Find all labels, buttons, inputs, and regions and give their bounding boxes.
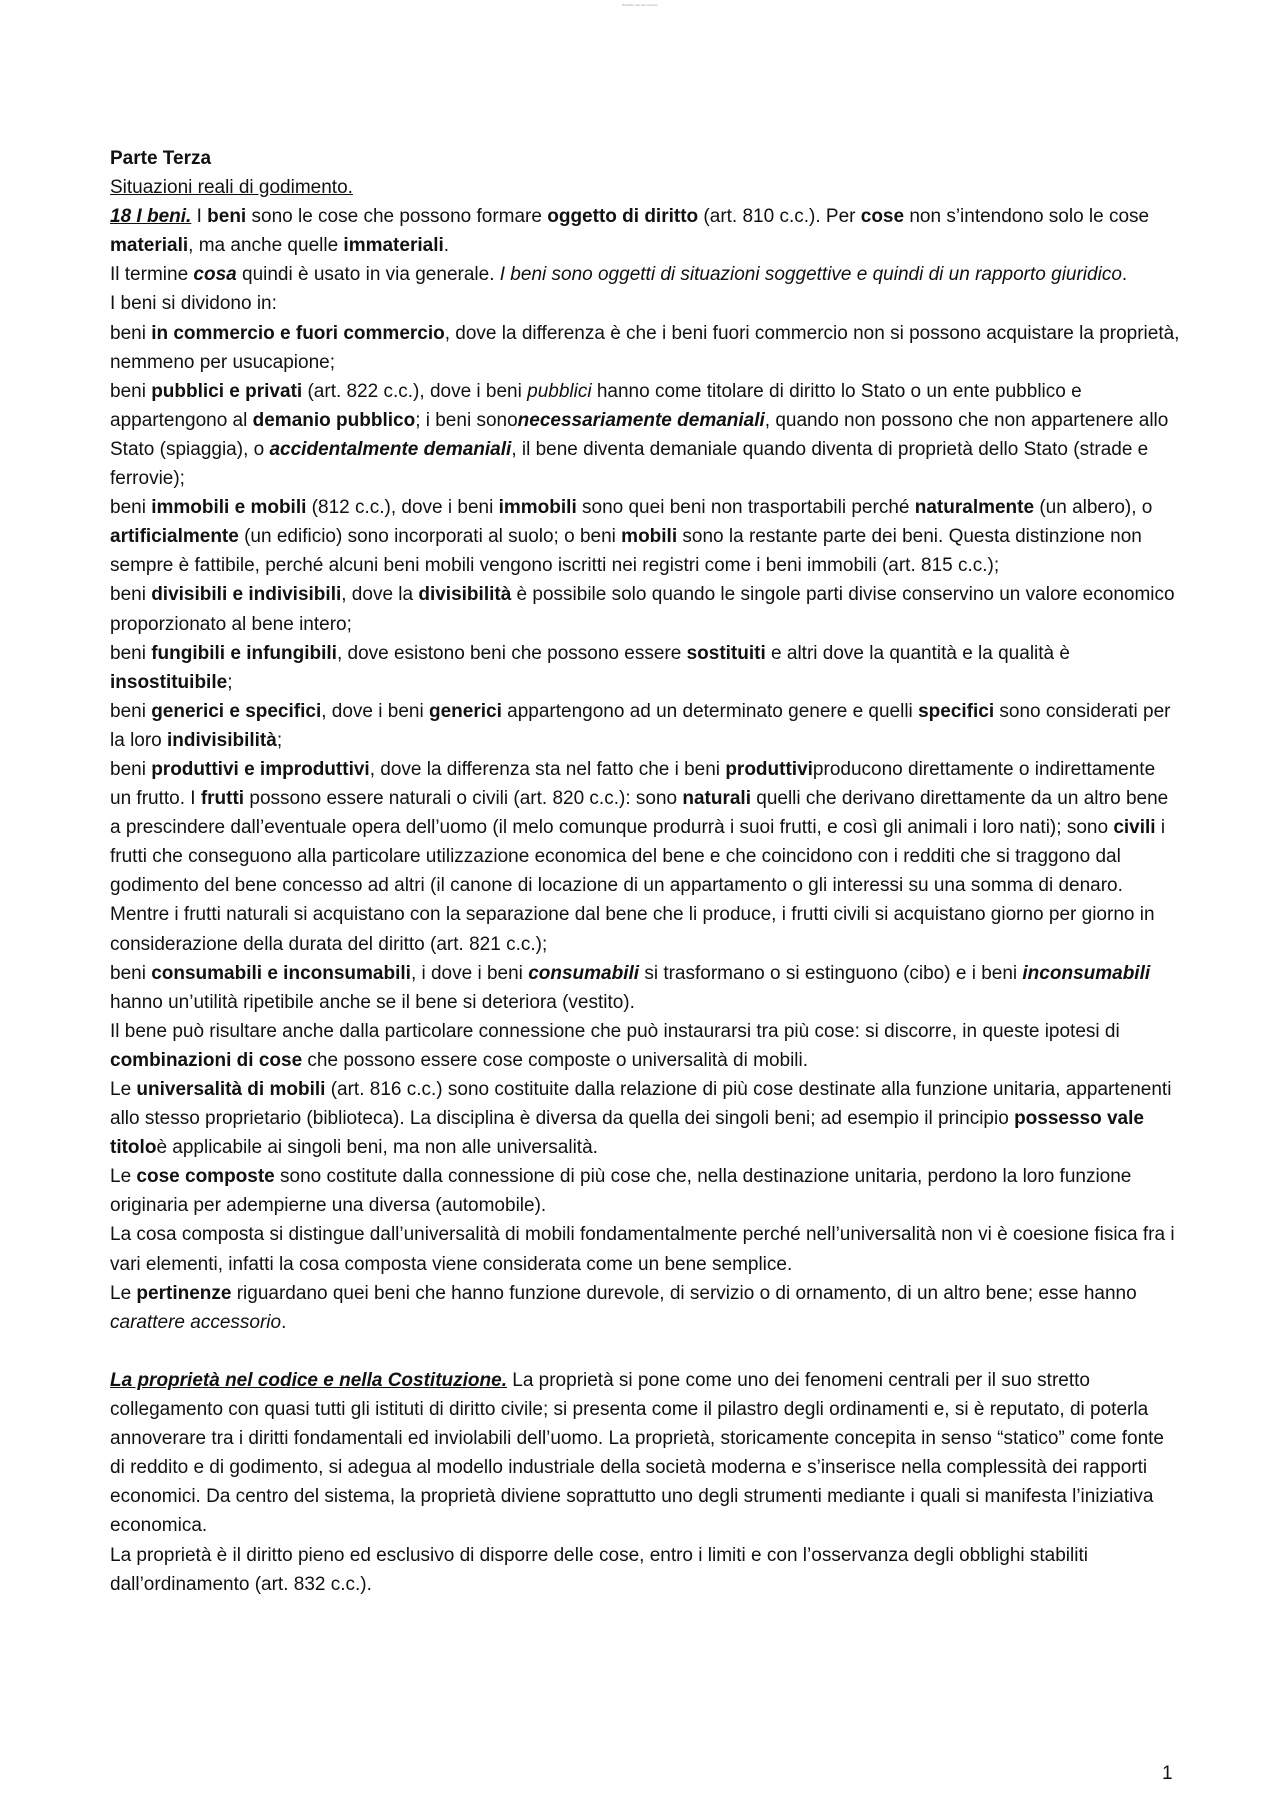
text-run: demanio pubblico [252,409,416,431]
text-run: Il termine [110,264,194,286]
text-run: cose composte [136,1166,275,1188]
text-run: , il bene diventa demaniale quando diventa di proprietà dello Stato (strade e ferrovie); [110,438,1149,490]
paragraph [110,1220,1180,1278]
text-run: beni [110,322,152,344]
text-run: immateriali [343,235,444,257]
text-run: , dove esistono beni che possono essere [336,642,687,664]
text-run: ; i beni sono [415,409,518,431]
text-run: inconsumabili [1022,962,1151,984]
paragraph [110,1279,1180,1337]
text-run: non s’intendono solo le cose [904,206,1150,228]
text-run: pertinenze [136,1282,232,1304]
text-run: produttivi [725,758,813,780]
text-run: materiali [110,235,189,257]
text-run: La proprietà si pone come uno dei fenomeni centrali per il suo stretto collegamento con quasi tutti gli istituti di diritto civile; si presenta come il pilastro degli ordinamenti e, si è reputato, di poterla annoverare tra i diritti fondamentali ed inviolabili dell’uomo. La proprietà, storicamente concepita in senso “statico” come fonte di reddito e di godimento, si adegua al modello industriale della società moderna e s’inserisce nella complessità dei rapporti economici. Da centro del sistema, la proprietà diviene soprattutto uno degli strumenti mediante i quali si manifesta l’iniziativa economica. [110,1369,1164,1537]
text-run: che possono essere cose composte o universalità di mobili. [302,1049,809,1071]
text-run: e altri dove la quantità e la qualità è [765,642,1070,664]
text-run: 18 I beni. [110,206,192,228]
list-item [110,639,1180,697]
text-run: sono considerati per la loro [110,700,1171,751]
text-run: sono quei beni non trasportabili perché [576,497,915,519]
text-run: generici e specifici [151,700,322,722]
text-run: , ma anche quelle [188,235,344,257]
blank-line [110,1337,1180,1366]
list-item [110,959,1180,1017]
text-run: sono la restante parte dei beni. Questa distinzione non sempre è fattibile, perché alcuni beni mobili vengono iscritti nei registri come i beni immobili (art. 815 c.c.); [110,526,1142,577]
text-run: Le [110,1282,137,1304]
text-run: beni [110,700,152,722]
text-run: immobili e mobili [151,497,307,519]
text-run: immobili [498,497,577,519]
text-run: consumabili [528,962,640,984]
text-run: ; [227,671,233,693]
paragraph [110,1541,1180,1599]
text-run: (un edificio) sono incorporati al suolo; o beni [238,526,622,548]
list-item [110,755,1180,900]
text-run: beni [110,497,152,519]
section-title: Situazioni reali di godimento. [110,177,353,199]
text-run: sostituiti [686,642,766,664]
text-run: beni [207,206,247,228]
text-run: indivisibilità [167,729,277,751]
text-run: è possibile solo quando le singole parti divise conservino un valore economico proporzionato al bene intero; [110,584,1175,635]
text-run: beni [110,380,152,402]
text-run: mobili [621,526,678,548]
paragraph [110,202,1180,260]
text-run: . [443,235,450,257]
text-run: La proprietà nel codice e nella Costituzione. [110,1369,507,1391]
list-item [110,697,1180,755]
text-run: accidentalmente demaniali [269,438,512,460]
text-run: consumabili e inconsumabili [151,962,411,984]
list-item [110,493,1180,580]
text-run: , dove la [341,584,419,606]
text-run: La cosa composta si distingue dall’universalità di mobili fondamentalmente perché nell’universalità non vi è coesione fisica fra i vari elementi, infatti la cosa composta viene considerata come un bene semplice. [110,1224,1175,1275]
text-run: carattere accessorio [110,1311,282,1333]
text-run: I [191,206,208,228]
list-item [110,319,1180,377]
text-run: in commercio e fuori commercio [151,322,445,344]
text-run: quelli che derivano direttamente da un altro bene a prescindere dall’eventuale opera dell’uomo (il melo comunque produrrà i suoi frutti, e così gli animali i loro nati); sono [110,788,1169,839]
text-run: . [281,1311,287,1333]
text-run: specifici [918,700,995,722]
text-run: (812 c.c.), dove i beni [306,497,499,519]
paragraph [110,1075,1180,1162]
text-run: , i dove i beni [410,962,529,984]
text-run: quindi è usato in via generale. [236,264,500,286]
text-run: La proprietà è il diritto pieno ed esclusivo di disporre delle cose, entro i limiti e con l’osservanza degli obblighi stabiliti dall’ordinamento (art. 832 c.c.). [110,1544,1088,1595]
list-item [110,377,1180,493]
text-run: Le [110,1079,137,1100]
text-run: I beni sono oggetti di situazioni soggettive e quindi di un rapporto giuridico [499,264,1122,286]
text-run: naturalmente [914,497,1035,519]
text-run: riguardano quei beni che hanno funzione durevole, di servizio o di ornamento, di un altro bene; esse hanno [231,1282,1137,1304]
text-run: ; [276,729,283,751]
text-run: Il bene può risultare anche dalla particolare connessione che può instaurarsi tra più cose: si discorre, in queste ipotesi di [110,1020,1120,1042]
text-run: produttivi e improduttivi [151,758,370,780]
paragraph [110,1366,1180,1541]
text-run: pubblici e privati [151,380,303,402]
text-run: Le [110,1166,137,1188]
text-run: Mentre i frutti naturali si acquistano con la separazione dal bene che li produce, i frutti civili si acquistano giorno per giorno in considerazione della durata del diritto (art. 821 c.c.); [110,904,1155,955]
text-run: necessariamente demaniali [517,409,765,431]
text-run: (art. 822 c.c.), dove i beni [302,380,528,402]
text-run: beni [110,584,152,606]
text-run: divisibili e indivisibili [151,584,342,606]
text-run: è applicabile ai singoli beni, ma non alle universalità. [156,1137,598,1159]
text-run: possesso vale titolo [110,1108,1144,1159]
text-run: oggetto di diritto [547,206,699,228]
page-number: 1 [1162,1763,1173,1784]
text-run: civili [1113,817,1156,839]
text-run: insostituibile [110,671,228,693]
text-run: , quando non possono che non appartenere allo Stato (spiaggia), o [110,409,1169,460]
text-run: hanno come titolare di diritto lo Stato o un ente pubblico e appartengono al [110,380,1082,431]
text-run: beni [110,758,152,780]
text-run: , dove i beni [321,700,429,722]
text-run: universalità di mobili [136,1079,326,1100]
paragraph [110,260,1180,289]
list-item [110,580,1180,638]
text-run: generici [428,700,502,722]
text-run: . [1121,264,1128,286]
paragraph [110,1017,1180,1075]
text-run: combinazioni di cose [110,1049,303,1071]
text-run: pubblici [527,380,592,402]
text-run: beni [110,962,152,984]
text-run: frutti [200,788,245,810]
text-run: cose [860,206,905,228]
text-run: , dove la differenza sta nel fatto che i beni [369,758,726,780]
paragraph [110,1162,1180,1220]
text-run: I beni si dividono in: [110,293,277,315]
page-header: Estratto dal documento [622,3,658,7]
text-run: i frutti che conseguono alla particolare utilizzazione economica del bene e che coincidono con i redditi che si traggono dal godimento del bene concesso ad altri (il canone di locazione di un appartamento o gli interessi su una somma di denaro. [110,817,1166,897]
text-run: possono essere naturali o civili (art. 820 c.c.): sono [244,788,683,810]
text-run: sono costitute dalla connessione di più cose che, nella destinazione unitaria, perdono la loro funzione originaria per adempierne una diversa (automobile). [110,1166,1132,1217]
paragraph [110,900,1180,958]
part-title: Parte Terza [110,148,212,169]
document-body [110,144,1180,1599]
text-run: (art. 810 c.c.). Per [698,206,861,228]
text-run: , dove la differenza è che i beni fuori commercio non si possono acquistare la proprietà, nemmeno per usucapione; [110,322,1180,373]
text-run: artificialmente [110,526,239,548]
text-run: (art. 816 c.c.) sono costituite dalla relazione di più cose destinate alla funzione unitaria, appartenenti allo stesso proprietario (biblioteca). La disciplina è diversa da quella dei singoli beni; ad esempio il principio [110,1079,1172,1130]
text-run: fungibili e infungibili [151,642,337,664]
text-run: divisibilità [418,584,512,606]
text-run: naturali [682,788,751,810]
paragraph [110,289,1180,318]
text-run: producono direttamente o indirettamente un frutto. I [110,758,1156,810]
text-run: appartengono ad un determinato genere e quelli [501,700,919,722]
text-run: (un albero), o [1034,497,1153,519]
text-run: sono le cose che possono formare [246,206,548,228]
text-run: si trasformano o si estinguono (cibo) e i beni [639,962,1023,984]
text-run: beni [110,642,152,664]
text-run: cosa [193,264,237,286]
text-run: hanno un’utilità ripetibile anche se il bene si deteriora (vestito). [110,991,635,1013]
